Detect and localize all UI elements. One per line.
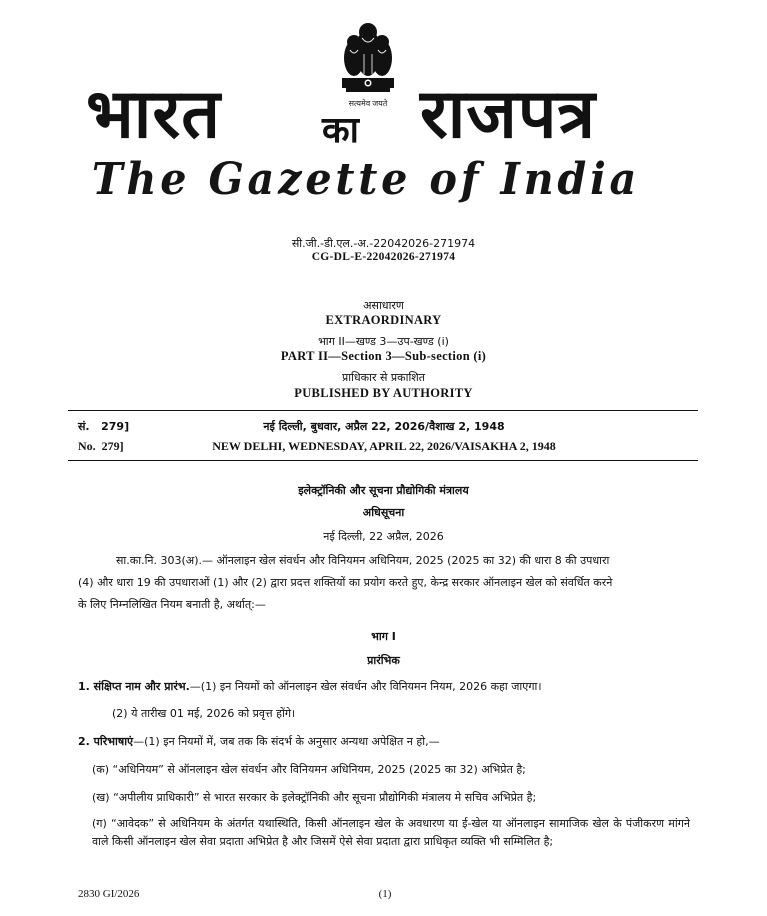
notification-heading: अधिसूचना (362, 506, 405, 519)
rule-2 (78, 731, 440, 753)
rule-1 (78, 676, 542, 698)
issue-top-rule (68, 410, 698, 411)
preamble-line-2: (4) और धारा 19 की उपधाराओं (1) और (2) द्वारा प्रदत्त शक्तियों का प्रयोग करते हुए, केन्द्र सरकार ऑनलाइन खेल को संवर्धित करने (78, 576, 613, 589)
masthead-rajpatra: राजपत्र (420, 74, 597, 154)
definition-ga: (ग) “आवेदक” से अधिनियम के अंतर्गत यथास्थिति, किसी ऑनलाइन खेल के अवधारण या ई-खेल या ऑनलाइन सामाजिक खेल के पंजीकरण मांगने वाले किसी ऑनलाइन खेल सेवा प्रदाता अभिप्रेत है और जिसमें ऐसे सेवा प्रदाता द्वारा प्राधिकृत व्यक्ति भी सम्मिलित है; (92, 817, 690, 848)
issue-number-hindi: सं. 279] (78, 420, 130, 433)
issue-number-english: No. 279] (78, 439, 124, 453)
issue-row-english (78, 439, 690, 457)
preamble-line-1: सा.का.नि. 303(अ).— ऑनलाइन खेल संवर्धन और विनियमन अधिनियम, 2025 (2025 का 32) की धारा 8 की उपधारा (116, 554, 610, 567)
issue-date-hindi: नई दिल्ली, बुधवार, अप्रैल 22, 2026/वैशाख 2, 1948 (263, 420, 505, 433)
extraordinary-hindi: असाधारण (363, 299, 404, 312)
place-date: नई दिल्ली, 22 अप्रैल, 2026 (323, 530, 444, 543)
emblem-motto: सत्यमेव जयते (348, 99, 388, 108)
registration-english: CG-DL-E-22042026-271974 (311, 251, 456, 263)
part-english: PART II—Section 3—Sub-section (i) (280, 349, 487, 363)
english-masthead: The Gazette of India (91, 154, 641, 205)
rule-1-text: —(1) इन नियमों को ऑनलाइन खेल संवर्धन और विनियमन नियम, 2026 कहा जाएगा। (189, 680, 542, 693)
registration-hindi: सी.जी.-डी.एल.-अ.-22042026-271974 (291, 237, 476, 250)
authority-english: PUBLISHED BY AUTHORITY (294, 386, 473, 400)
rule-1-sub-2: (2) ये तारीख 01 मई, 2026 को प्रवृत्त होंगे। (112, 707, 296, 720)
ministry-heading: इलेक्ट्रॉनिकी और सूचना प्रौद्योगिकी मंत्रालय (298, 484, 469, 497)
preamble (78, 550, 690, 616)
masthead-bharat: भारत (86, 74, 221, 154)
rule-1-heading: 1. संक्षिप्त नाम और प्रारंभ. (78, 680, 190, 693)
issue-row-hindi (78, 419, 690, 437)
issue-bottom-rule (68, 460, 698, 461)
part-hindi: भाग II—खण्ड 3—उप-खण्ड (i) (318, 335, 449, 348)
part-heading: भाग I (371, 630, 396, 643)
footer-code: 2830 GI/2026 (78, 888, 140, 900)
issue-date-english: NEW DELHI, WEDNESDAY, APRIL 22, 2026/VAISAKHA 2, 1948 (212, 439, 556, 453)
extraordinary-english: EXTRAORDINARY (325, 313, 442, 327)
authority-hindi: प्राधिकार से प्रकाशित (341, 371, 426, 384)
page-number: (1) (378, 888, 392, 900)
hindi-masthead (86, 74, 686, 154)
part-subheading: प्रारंभिक (367, 654, 400, 667)
rule-2-text: —(1) इन नियमों में, जब तक कि संदर्भ के अनुसार अन्यथा अपेक्षित न हो,— (133, 735, 440, 748)
rule-2-heading: 2. परिभाषाएं (78, 735, 134, 748)
preamble-line-3: के लिए निम्नलिखित नियम बनाती है, अर्थात्:— (78, 598, 266, 611)
masthead-ka: का (322, 109, 359, 151)
definition-kha: (ख) “अपीलीय प्राधिकारी” से भारत सरकार के इलेक्ट्रॉनिकी और सूचना प्रौद्योगिकी मंत्रालय मे सचिव अभिप्रेत है; (92, 791, 537, 804)
definition-ka: (क) “अधिनियम” से ऑनलाइन खेल संवर्धन और विनियमन अधिनियम, 2025 (2025 का 32) अभिप्रेत है; (92, 763, 526, 776)
